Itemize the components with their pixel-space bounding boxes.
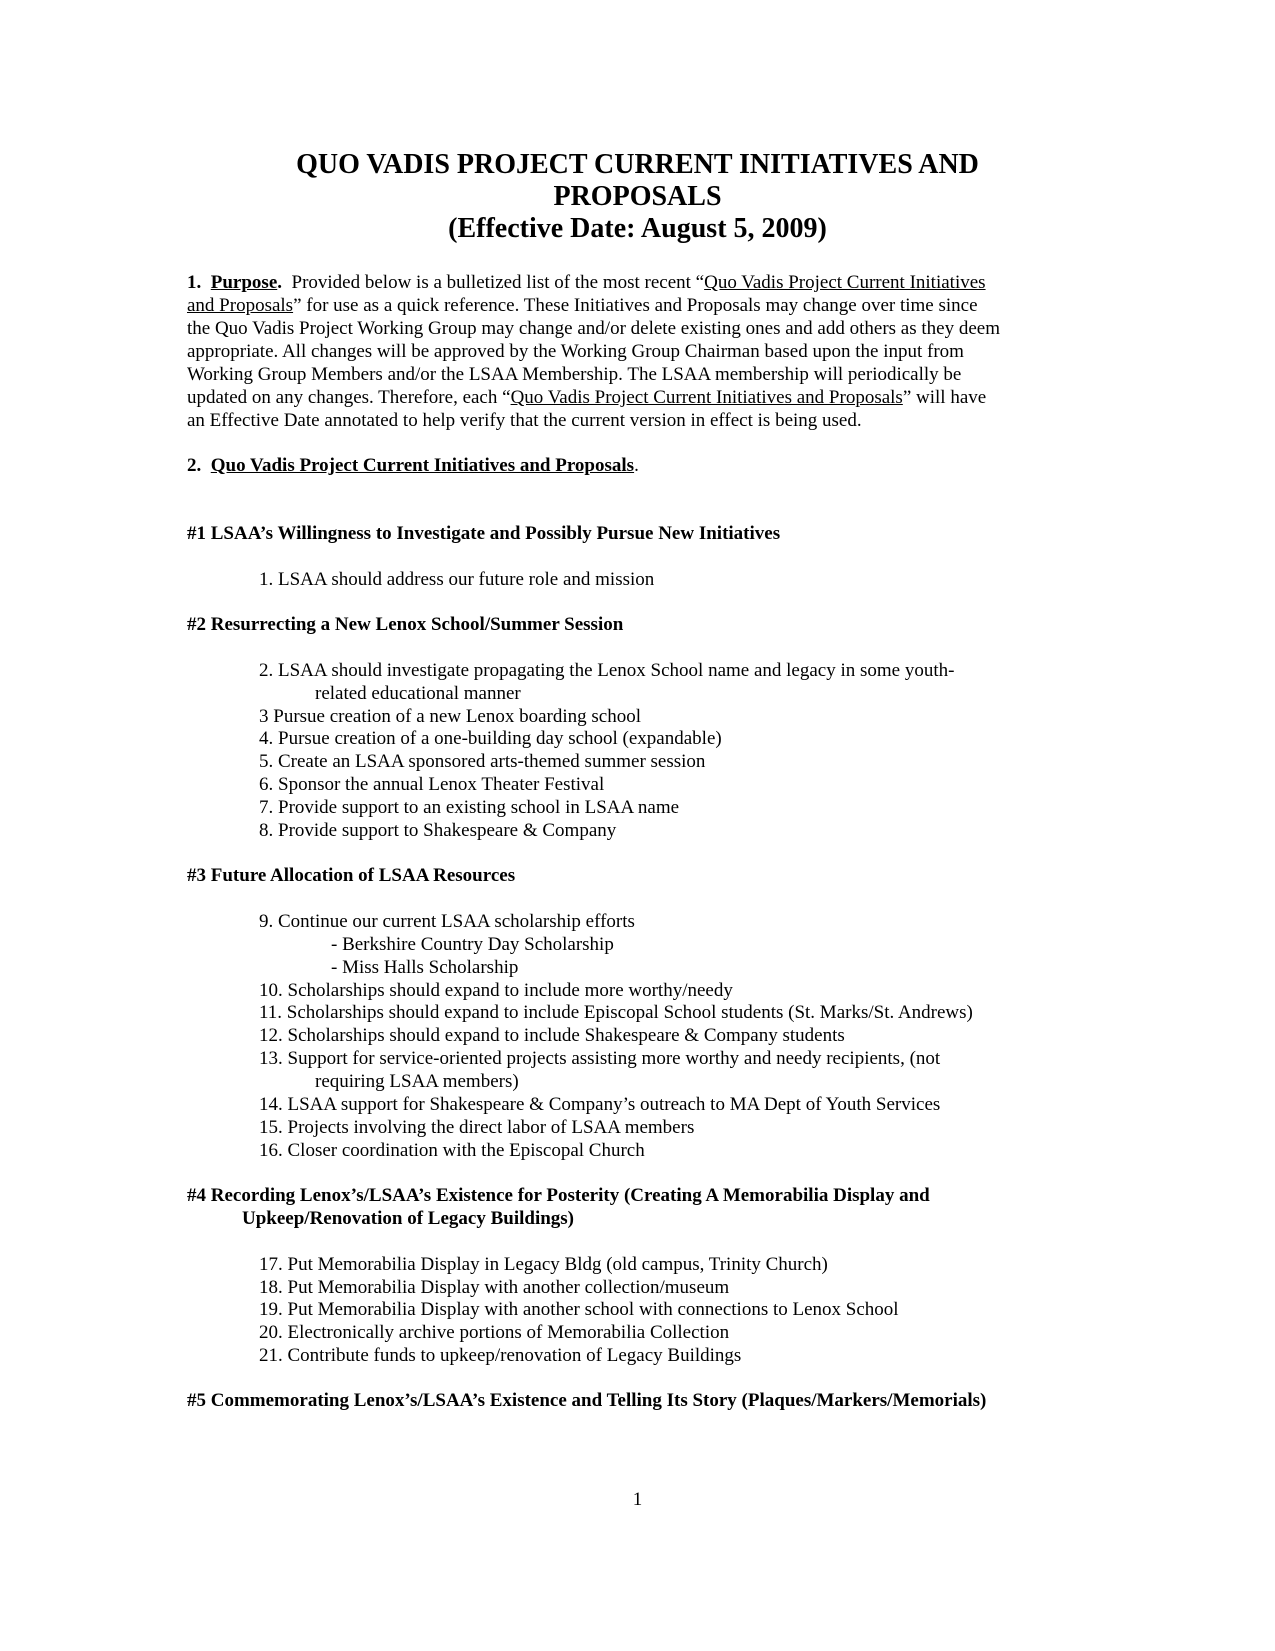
section-1-heading: Purpose [210,272,278,293]
initiative-1-heading: #1 LSAA’s Willingness to Investigate and Possibly Pursue New Initiatives [187,523,781,544]
purpose-line-4: appropriate. All changes will be approved by the Working Group Chairman based upon the input from [187,341,964,362]
document-title-reference: Quo Vadis Project Current Initiatives and Proposals [510,387,903,408]
list-item: 16. Closer coordination with the Episcopal Church [259,1140,645,1161]
list-item: 8. Provide support to Shakespeare & Company [259,820,617,841]
list-item: 2. LSAA should investigate propagating the Lenox School name and legacy in some youth- [259,660,955,681]
list-item: 7. Provide support to an existing school in LSAA name [259,797,680,818]
list-item: 14. LSAA support for Shakespeare & Company’s outreach to MA Dept of Youth Services [259,1094,941,1115]
list-item: 19. Put Memorabilia Display with another school with connections to Lenox School [259,1299,899,1320]
initiative-5-heading: #5 Commemorating Lenox’s/LSAA’s Existence and Telling Its Story (Plaques/Markers/Memorials) [187,1390,987,1411]
list-item: 9. Continue our current LSAA scholarship efforts [259,911,635,932]
initiative-4-heading: #4 Recording Lenox’s/LSAA’s Existence for Posterity (Creating A Memorabilia Display and [187,1185,930,1206]
document-title-line-2: PROPOSALS [553,181,722,212]
document-title-line-1: QUO VADIS PROJECT CURRENT INITIATIVES AND [296,149,979,180]
purpose-line-2: and Proposals” for use as a quick reference. These Initiatives and Proposals may change over time since [187,295,978,316]
purpose-line-6: updated on any changes. Therefore, each “Quo Vadis Project Current Initiatives and Proposals” will have [187,387,987,408]
initiative-4-heading-continuation: Upkeep/Renovation of Legacy Buildings) [242,1208,575,1229]
document-title-reference: and Proposals [187,295,294,316]
list-item: 6. Sponsor the annual Lenox Theater Festival [259,774,605,795]
list-item: 1. LSAA should address our future role and mission [259,569,655,590]
purpose-line-1: 1. Purpose. Provided below is a bulletized list of the most recent “Quo Vadis Project Current Initiatives [187,272,986,293]
list-item: 12. Scholarships should expand to include Shakespeare & Company students [259,1025,845,1046]
page-number: 1 [632,1489,643,1510]
list-item-continuation: related educational manner [315,683,521,704]
list-item: 15. Projects involving the direct labor of LSAA members [259,1117,695,1138]
document-effective-date: (Effective Date: August 5, 2009) [448,213,827,244]
list-item: 13. Support for service-oriented projects assisting more worthy and needy recipients, (not [259,1048,941,1069]
section-1-number: 1. [187,272,202,293]
initiative-3-heading: #3 Future Allocation of LSAA Resources [187,865,516,886]
list-item: 10. Scholarships should expand to include more worthy/needy [259,980,733,1001]
list-item: 11. Scholarships should expand to include Episcopal School students (St. Marks/St. Andrews) [259,1002,973,1023]
list-item: 20. Electronically archive portions of Memorabilia Collection [259,1322,730,1343]
list-item: 21. Contribute funds to upkeep/renovation of Legacy Buildings [259,1345,742,1366]
sub-list-item: - Berkshire Country Day Scholarship [331,934,614,955]
list-item: 5. Create an LSAA sponsored arts-themed summer session [259,751,706,772]
list-item-continuation: requiring LSAA members) [315,1071,519,1092]
initiative-2-heading: #2 Resurrecting a New Lenox School/Summer Session [187,614,624,635]
purpose-line-3: the Quo Vadis Project Working Group may change and/or delete existing ones and add others as they deem [187,318,1000,339]
list-item: 4. Pursue creation of a one-building day school (expandable) [259,728,722,749]
purpose-line-7: an Effective Date annotated to help verify that the current version in effect is being used. [187,410,862,431]
list-item: 17. Put Memorabilia Display in Legacy Bldg (old campus, Trinity Church) [259,1254,828,1275]
document-title-reference: Quo Vadis Project Current Initiatives [704,272,986,293]
section-2-heading: 2. Quo Vadis Project Current Initiatives and Proposals. [187,455,639,476]
list-item: 3 Pursue creation of a new Lenox boarding school [259,706,642,727]
sub-list-item: - Miss Halls Scholarship [331,957,519,978]
purpose-line-5: Working Group Members and/or the LSAA Membership. The LSAA membership will periodically be [187,364,962,385]
list-item: 18. Put Memorabilia Display with another collection/museum [259,1277,730,1298]
